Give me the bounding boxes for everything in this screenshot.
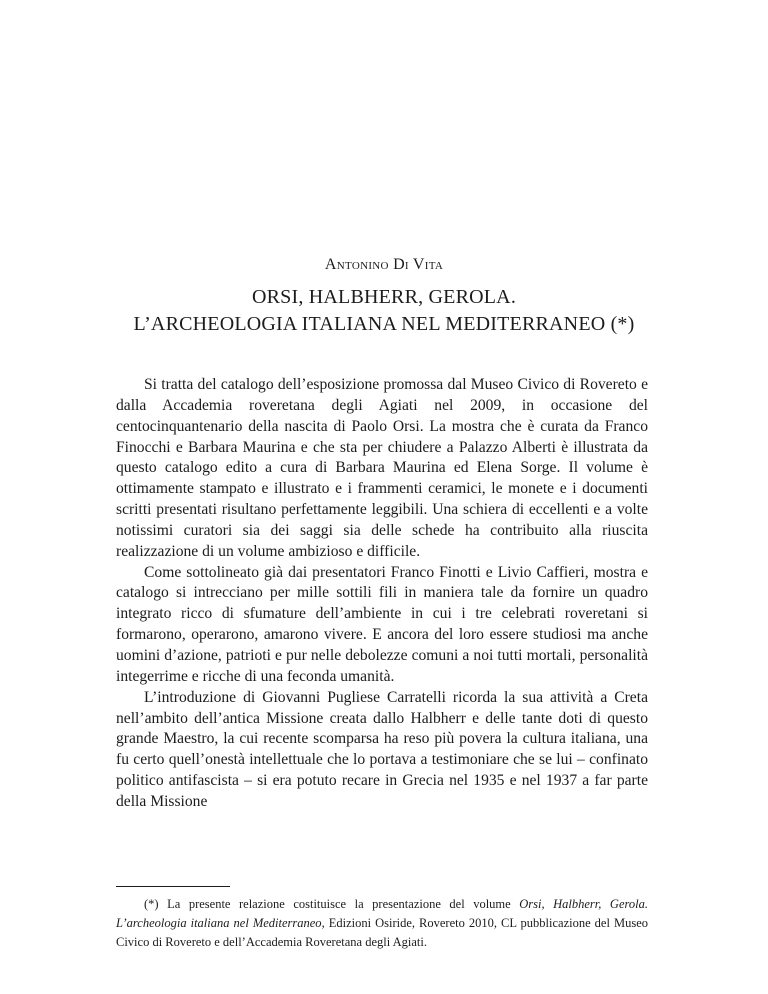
- footnote-prefix: (*) La presente relazione costituisce la presentazione del volume: [144, 897, 520, 911]
- article-body: [116, 375, 648, 813]
- footnote-suffix: , Edizioni Osiride, Rovereto 2010, CL pubblicazione del Museo Civico di Rovereto e dell’Accademia Roveretana degli Agiati.: [116, 916, 648, 949]
- body-paragraph-3: L’introduzione di Giovanni Pugliese Carratelli ricorda la sua attività a Creta nell’ambito dell’antica Missione creata dallo Halbherr e delle tante doti di questo grande Maestro, la cui recente scomparsa ha reso più povera la cultura italiana, una fu certo quell’onestà intellettuale che lo portava a testimoniare che se lui – confinato politico antifascista – si era potuto recare in Grecia nel 1935 e nel 1937 a far parte della Missione: [116, 688, 648, 810]
- body-paragraph-1: Si tratta del catalogo dell’esposizione promossa dal Museo Civico di Rovereto e dalla Accademia roveretana degli Agiati nel 2009, in occasione del centocinquantenario della nascita di Paolo Orsi. La mostra che è curata da Franco Finocchi e Barbara Maurina e che sta per chiudere a Palazzo Alberti è illustrata da questo catalogo edito a cura di Barbara Maurina ed Elena Sorge. Il volume è ottimamente stampato e illustrato e i frammenti ceramici, le monete e i documenti scritti presentati risultano perfettamente leggibili. Una schiera di eccellenti e a volte notissimi curatori sia dei saggi sia delle schede ha contribuito alla riuscita realizzazione di un volume ambizioso e difficile.: [116, 376, 648, 560]
- title-line-2: L’ARCHEOLOGIA ITALIANA NEL MEDITERRANEO (*): [133, 313, 635, 335]
- article-title: [0, 284, 768, 338]
- footnote-book-title: Orsi, Halbherr, Gerola. L’archeologia italiana nel Mediterraneo: [116, 897, 649, 930]
- author-name: [0, 256, 768, 274]
- body-paragraph-2: Come sottolineato già dai presentatori Franco Finotti e Livio Caffieri, mostra e catalogo si intrecciano per mille sottili fili in maniera tale da fornire un quadro integrato ricco di sfumature dell’ambiente in cui i tre celebrati roveretani si formarono, operarono, amarono vivere. E ancora del loro essere studiosi ma anche uomini d’azione, patrioti e pur nelle debolezze comuni a noi tutti mortali, personalità integerrime e ricche di una feconda umanità.: [116, 563, 648, 685]
- footnote-separator: [116, 886, 230, 887]
- title-line-1: ORSI, HALBHERR, GEROLA.: [251, 286, 517, 308]
- footnote: [116, 895, 648, 952]
- author-name-text: Antonino Di Vita: [324, 256, 444, 273]
